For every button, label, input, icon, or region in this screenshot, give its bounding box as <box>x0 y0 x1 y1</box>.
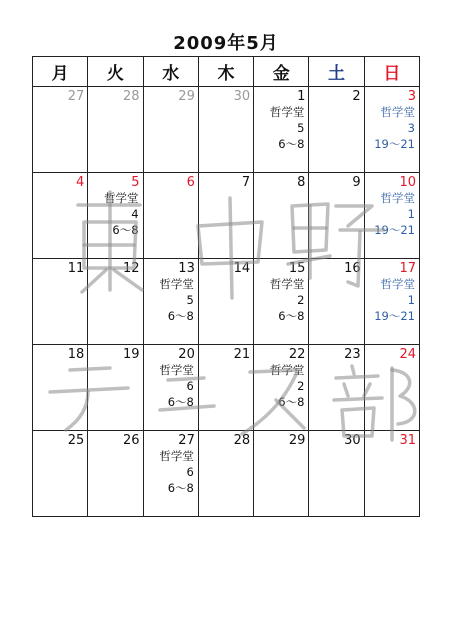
day-cell <box>198 87 253 173</box>
event-court: 2 <box>297 293 305 307</box>
day-cell <box>198 431 253 517</box>
weekday-header: 金 <box>254 57 309 87</box>
event-court: 6 <box>186 379 194 393</box>
day-number: 18 <box>67 347 85 362</box>
day-number: 5 <box>131 175 140 190</box>
day-cell <box>143 431 198 517</box>
day-cell <box>254 345 309 431</box>
day-number: 23 <box>344 347 361 362</box>
event-court: 5 <box>186 293 194 307</box>
weekday-header: 木 <box>198 57 253 87</box>
calendar-week-row <box>33 259 420 345</box>
day-cell <box>143 345 198 431</box>
calendar-body <box>33 87 420 517</box>
event-time: 19～21 <box>374 223 415 237</box>
day-number: 6 <box>186 175 195 190</box>
day-cell <box>143 259 198 345</box>
day-cell <box>198 345 253 431</box>
day-cell <box>364 259 419 345</box>
day-cell <box>88 173 143 259</box>
day-cell <box>88 345 143 431</box>
day-cell <box>33 431 88 517</box>
day-number: 27 <box>178 433 195 448</box>
day-number: 24 <box>399 347 416 362</box>
event-time: 6～8 <box>278 309 305 323</box>
day-number: 30 <box>233 89 251 104</box>
event-court: 1 <box>407 207 415 221</box>
day-number: 19 <box>123 347 140 362</box>
calendar-title: 2009年5月 <box>173 33 279 54</box>
event-place: 哲学堂 <box>269 363 305 377</box>
event-place: 哲学堂 <box>104 191 139 205</box>
day-number: 22 <box>288 347 306 362</box>
day-cell <box>309 431 364 517</box>
day-number: 29 <box>178 89 195 104</box>
event-place: 哲学堂 <box>269 105 305 119</box>
event-time: 6～8 <box>167 309 194 323</box>
day-cell <box>254 87 309 173</box>
event-time: 6～8 <box>278 137 305 151</box>
day-number: 16 <box>344 261 361 276</box>
day-number: 7 <box>241 175 251 190</box>
day-cell <box>143 173 198 259</box>
calendar-week-row <box>33 173 420 259</box>
day-cell <box>33 345 88 431</box>
weekday-header: 水 <box>143 57 198 87</box>
weekday-header: 月 <box>33 57 88 87</box>
event-court: 1 <box>407 293 415 307</box>
event-time: 6～8 <box>167 481 194 495</box>
day-number: 9 <box>352 175 361 190</box>
day-number: 11 <box>67 261 85 276</box>
weekday-header-row <box>33 57 420 87</box>
day-number: 13 <box>178 261 195 276</box>
day-number: 1 <box>297 89 306 104</box>
event-court: 5 <box>297 121 305 135</box>
day-cell <box>309 87 364 173</box>
day-cell <box>33 87 88 173</box>
day-number: 25 <box>67 433 85 448</box>
day-number: 21 <box>233 347 251 362</box>
event-place: 哲学堂 <box>159 449 194 463</box>
day-cell <box>88 431 143 517</box>
month-calendar <box>32 56 420 517</box>
day-cell <box>364 345 419 431</box>
day-number: 26 <box>123 433 140 448</box>
day-number: 17 <box>399 261 416 276</box>
day-cell <box>364 87 419 173</box>
day-cell <box>33 173 88 259</box>
day-cell <box>33 259 88 345</box>
event-place: 哲学堂 <box>380 105 415 119</box>
day-cell <box>88 259 143 345</box>
event-court: 2 <box>297 379 305 393</box>
day-cell <box>309 173 364 259</box>
event-court: 4 <box>131 207 139 221</box>
calendar-week-row <box>33 431 420 517</box>
day-cell <box>309 259 364 345</box>
weekday-header: 火 <box>88 57 143 87</box>
day-cell <box>254 259 309 345</box>
day-number: 20 <box>178 347 195 362</box>
event-court: 6 <box>186 465 194 479</box>
day-number: 14 <box>233 261 251 276</box>
day-number: 12 <box>123 261 140 276</box>
day-number: 15 <box>288 261 306 276</box>
day-cell <box>198 173 253 259</box>
day-cell <box>254 431 309 517</box>
weekday-header: 日 <box>364 57 419 87</box>
day-number: 31 <box>399 433 416 448</box>
day-number: 8 <box>297 175 306 190</box>
day-cell <box>309 345 364 431</box>
calendar-week-row <box>33 345 420 431</box>
day-number: 2 <box>352 89 361 104</box>
event-place: 哲学堂 <box>159 363 194 377</box>
day-cell <box>143 87 198 173</box>
weekday-header: 土 <box>309 57 364 87</box>
day-cell <box>254 173 309 259</box>
day-number: 10 <box>399 175 416 190</box>
day-number: 28 <box>123 89 140 104</box>
day-number: 4 <box>76 175 85 190</box>
event-time: 6～8 <box>278 395 305 409</box>
day-number: 29 <box>288 433 306 448</box>
calendar-week-row <box>33 87 420 173</box>
event-place: 哲学堂 <box>159 277 194 291</box>
event-time: 19～21 <box>374 309 415 323</box>
day-number: 28 <box>233 433 251 448</box>
event-court: 3 <box>407 121 415 135</box>
event-time: 6～8 <box>167 395 194 409</box>
event-place: 哲学堂 <box>380 277 415 291</box>
day-number: 30 <box>344 433 361 448</box>
day-cell <box>364 431 419 517</box>
event-time: 19～21 <box>374 137 415 151</box>
day-cell <box>198 259 253 345</box>
event-place: 哲学堂 <box>269 277 305 291</box>
day-number: 27 <box>67 89 85 104</box>
day-cell <box>88 87 143 173</box>
event-time: 6～8 <box>112 223 139 237</box>
day-cell <box>364 173 419 259</box>
day-number: 3 <box>407 89 416 104</box>
event-place: 哲学堂 <box>380 191 415 205</box>
